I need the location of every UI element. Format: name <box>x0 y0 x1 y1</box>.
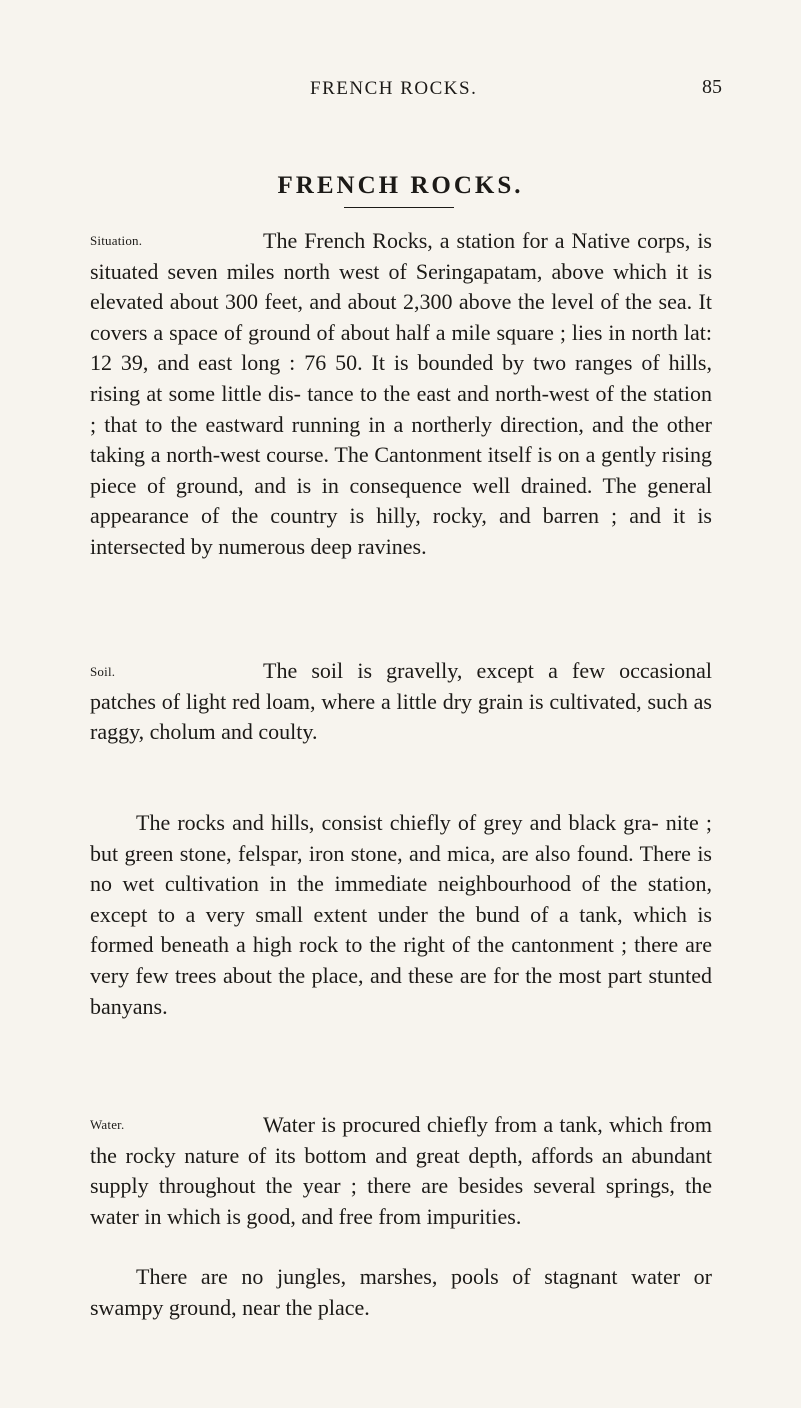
sidenote-water: Water. <box>90 1117 125 1132</box>
sidenote-soil: Soil. <box>90 664 116 679</box>
paragraph-soil <box>90 656 712 748</box>
paragraph-situation <box>90 226 712 563</box>
paragraph-jungles-text: There are no jungles, marshes, pools of stagnant water or swampy ground, near the place. <box>90 1264 712 1320</box>
paragraph-rocks-text: The rocks and hills, consist chiefly of grey and black gra- nite ; but green stone, felspar, iron stone, and mica, are also found. There is no wet cultivation in the immediate neighbourhood of the station, except to a very small extent under the bund of a tank, which is formed beneath a high rock to the right of the cantonment ; there are very few trees about the place, and these are for the most part stunted banyans. <box>90 810 712 1019</box>
paragraph-water <box>90 1110 712 1232</box>
paragraph-situation-text: The French Rocks, a station for a Native corps, is situated seven miles north west of Seringapatam, above which it is elevated about 300 feet, and about 2,300 above the level of the sea. It covers a space of ground of about half a mile square ; lies in north lat: 12 39, and east long : 76 50. It is bounded by two ranges of hills, rising at some little dis- tance to the east and north-west of the station ; that to the eastward running in a northerly direction, and the other taking a north-west course. The Cantonment itself is on a gently rising piece of ground, and is in consequence well drained. The general appearance of the country is hilly, rocky, and barren ; and it is intersected by numerous deep ravines. <box>90 228 712 559</box>
page-number: 85 <box>702 76 722 98</box>
sidenote-situation: Situation. <box>90 233 143 248</box>
running-head: FRENCH ROCKS. <box>310 78 478 99</box>
chapter-title: FRENCH ROCKS. <box>277 172 524 199</box>
paragraph-rocks <box>90 808 712 1022</box>
paragraph-soil-text: The soil is gravelly, except a few occasional patches of light red loam, where a little dry grain is cultivated, such as raggy, cholum and coulty. <box>90 658 712 745</box>
paragraph-jungles <box>90 1262 712 1323</box>
paragraph-water-text: Water is procured chiefly from a tank, which from the rocky nature of its bottom and great depth, affords an abundant supply throughout the year ; there are besides several springs, the water in which is good, and free from impurities. <box>90 1112 712 1229</box>
title-rule <box>344 207 454 208</box>
